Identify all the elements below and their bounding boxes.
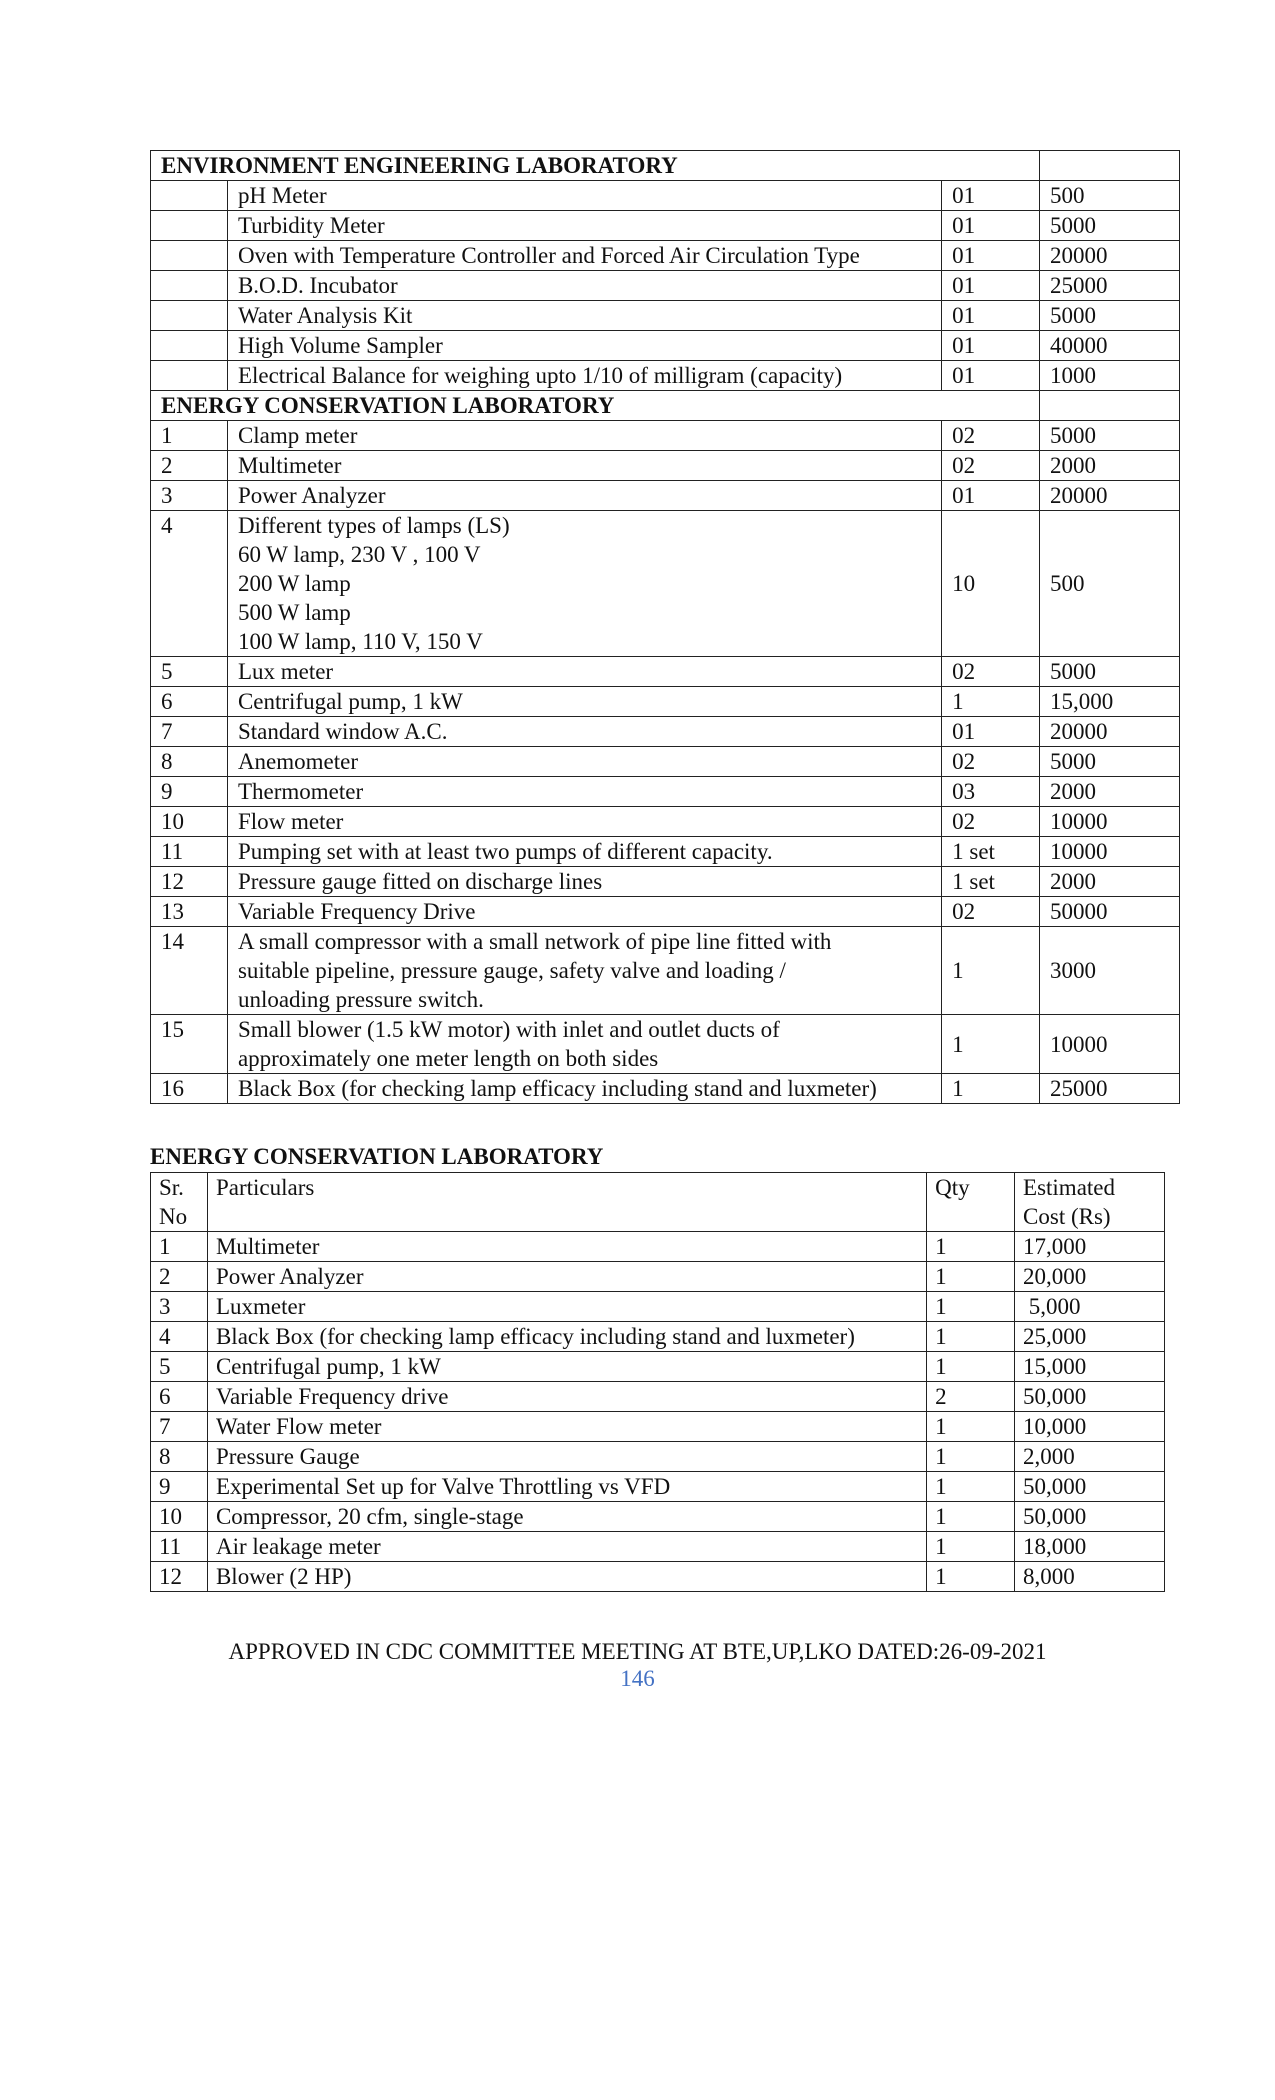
table-row	[151, 837, 1180, 867]
particulars-cell	[227, 717, 941, 747]
qty-cell: 02	[942, 657, 1040, 687]
particulars-cell	[227, 837, 941, 867]
sr-no-cell: 6	[151, 1382, 208, 1412]
cost-cell: 10,000	[1015, 1412, 1165, 1442]
sr-no-cell: 1	[151, 421, 228, 451]
particulars-cell: Power Analyzer	[207, 1262, 926, 1292]
qty-cell: 1	[927, 1472, 1015, 1502]
qty-cell: 02	[942, 807, 1040, 837]
sr-no-cell: 1	[151, 1232, 208, 1262]
table-row	[151, 1015, 1180, 1074]
particulars-cell	[227, 361, 941, 391]
table-row	[151, 181, 1180, 211]
qty-cell: 02	[942, 747, 1040, 777]
section-title: ENERGY CONSERVATION LABORATORY	[151, 391, 1040, 421]
qty-cell: 02	[942, 421, 1040, 451]
cost-cell: 50,000	[1015, 1502, 1165, 1532]
particulars-cell	[227, 181, 941, 211]
particulars-cell	[227, 451, 941, 481]
table-row	[151, 927, 1180, 1015]
sr-no-cell	[151, 271, 228, 301]
cost-cell: 5,000	[1015, 1292, 1165, 1322]
particulars-line: Water Analysis Kit	[237, 303, 413, 328]
table-row	[151, 361, 1180, 391]
section-title: ENERGY CONSERVATION LABORATORY	[150, 1144, 604, 1169]
table-row	[151, 777, 1180, 807]
table-row	[151, 1382, 1165, 1412]
table-row	[151, 1412, 1165, 1442]
particulars-line: Turbidity Meter	[237, 213, 385, 238]
particulars-line: B.O.D. Incubator	[237, 273, 398, 298]
sr-no-cell	[151, 331, 228, 361]
particulars-cell	[227, 867, 941, 897]
cost-cell: 25000	[1040, 271, 1180, 301]
particulars-cell	[227, 897, 941, 927]
qty-cell: 2	[927, 1382, 1015, 1412]
sr-no-cell: 4	[151, 511, 228, 657]
table-row	[151, 867, 1180, 897]
particulars-cell	[227, 511, 941, 657]
cost-cell: 50,000	[1015, 1382, 1165, 1412]
particulars-line: unloading pressure switch.	[237, 987, 484, 1012]
particulars-line: Oven with Temperature Controller and Forced Air Circulation Type	[237, 243, 860, 268]
cost-cell: 5000	[1040, 421, 1180, 451]
particulars-cell: Luxmeter	[207, 1292, 926, 1322]
sr-no-cell	[151, 301, 228, 331]
qty-cell: 02	[942, 897, 1040, 927]
particulars-line: Black Box (for checking lamp efficacy including stand and luxmeter)	[237, 1076, 877, 1101]
sr-no-cell: 3	[151, 481, 228, 511]
cost-cell: 10000	[1040, 807, 1180, 837]
sr-no-cell: 12	[151, 1562, 208, 1592]
particulars-line: pH Meter	[237, 183, 327, 208]
cost-cell: 20,000	[1015, 1262, 1165, 1292]
cost-cell: 2000	[1040, 777, 1180, 807]
particulars-line: Different types of lamps (LS)	[237, 513, 510, 538]
particulars-cell: Black Box (for checking lamp efficacy including stand and luxmeter)	[207, 1322, 926, 1352]
table-row	[151, 301, 1180, 331]
sr-no-cell: 6	[151, 687, 228, 717]
particulars-line: Small blower (1.5 kW motor) with inlet and outlet ducts of	[237, 1017, 780, 1042]
sr-no-cell: 16	[151, 1074, 228, 1104]
sr-no-cell: 5	[151, 1352, 208, 1382]
particulars-line: Power Analyzer	[237, 483, 386, 508]
table-row	[151, 511, 1180, 657]
table-row	[151, 1442, 1165, 1472]
table-header-row	[151, 1173, 1165, 1232]
cost-cell: 50000	[1040, 897, 1180, 927]
qty-cell: 01	[942, 301, 1040, 331]
qty-cell: 1	[927, 1502, 1015, 1532]
particulars-line: 500 W lamp	[237, 600, 351, 625]
table-row	[151, 687, 1180, 717]
particulars-cell	[227, 241, 941, 271]
particulars-line: Standard window A.C.	[237, 719, 448, 744]
table-row	[151, 421, 1180, 451]
table-row	[151, 481, 1180, 511]
particulars-cell	[227, 657, 941, 687]
qty-cell: 1	[927, 1322, 1015, 1352]
equipment-table-2	[150, 1172, 1165, 1592]
table-row	[151, 1502, 1165, 1532]
particulars-line: Flow meter	[237, 809, 344, 834]
particulars-cell	[227, 747, 941, 777]
qty-cell: 01	[942, 481, 1040, 511]
sr-no-cell: 15	[151, 1015, 228, 1074]
table-row	[151, 897, 1180, 927]
cost-cell: 25,000	[1015, 1322, 1165, 1352]
sr-no-cell: 7	[151, 717, 228, 747]
table-row	[151, 211, 1180, 241]
page-number: 146	[620, 1666, 655, 1691]
cost-cell: 1000	[1040, 361, 1180, 391]
qty-cell: 1	[927, 1442, 1015, 1472]
qty-cell: 1	[927, 1352, 1015, 1382]
particulars-line: Clamp meter	[237, 423, 358, 448]
cost-cell: 15,000	[1015, 1352, 1165, 1382]
cost-cell: 5000	[1040, 657, 1180, 687]
qty-cell: 1	[927, 1412, 1015, 1442]
sr-no-cell: 10	[151, 807, 228, 837]
sr-no-cell: 8	[151, 747, 228, 777]
particulars-cell	[227, 421, 941, 451]
table-row	[151, 1232, 1165, 1262]
particulars-cell	[227, 807, 941, 837]
table-row	[151, 1292, 1165, 1322]
cost-cell: 18,000	[1015, 1532, 1165, 1562]
particulars-line: Multimeter	[237, 453, 342, 478]
cost-cell: 10000	[1040, 1015, 1180, 1074]
particulars-line: 100 W lamp, 110 V, 150 V	[237, 629, 483, 654]
particulars-cell: Compressor, 20 cfm, single-stage	[207, 1502, 926, 1532]
sr-no-cell: 13	[151, 897, 228, 927]
sr-no-cell	[151, 181, 228, 211]
particulars-cell: Air leakage meter	[207, 1532, 926, 1562]
table-row	[151, 241, 1180, 271]
section-header-row	[151, 391, 1180, 421]
header-qty: Qty	[927, 1173, 1015, 1232]
table-row	[151, 331, 1180, 361]
particulars-cell	[227, 1074, 941, 1104]
particulars-cell: Centrifugal pump, 1 kW	[207, 1352, 926, 1382]
sr-no-cell: 9	[151, 777, 228, 807]
cost-cell: 3000	[1040, 927, 1180, 1015]
table-row	[151, 1322, 1165, 1352]
particulars-cell	[227, 481, 941, 511]
particulars-cell	[227, 777, 941, 807]
particulars-line: 60 W lamp, 230 V , 100 V	[237, 542, 481, 567]
particulars-line: Variable Frequency Drive	[237, 899, 476, 924]
cost-cell: 40000	[1040, 331, 1180, 361]
qty-cell: 01	[942, 271, 1040, 301]
equipment-table-1	[150, 150, 1180, 1104]
cost-cell: 50,000	[1015, 1472, 1165, 1502]
sr-no-cell: 3	[151, 1292, 208, 1322]
sr-no-cell	[151, 241, 228, 271]
cost-cell: 20000	[1040, 481, 1180, 511]
particulars-line: Electrical Balance for weighing upto 1/10 of milligram (capacity)	[237, 363, 843, 388]
empty-cell	[1040, 151, 1180, 181]
particulars-line: suitable pipeline, pressure gauge, safety valve and loading /	[237, 958, 786, 983]
qty-cell: 01	[942, 331, 1040, 361]
particulars-cell	[227, 687, 941, 717]
sr-no-cell	[151, 211, 228, 241]
table-row	[151, 1074, 1180, 1104]
approval-footer: APPROVED IN CDC COMMITTEE MEETING AT BTE,UP,LKO DATED:26-09-2021	[228, 1639, 1047, 1664]
particulars-cell: Experimental Set up for Valve Throttling vs VFD	[207, 1472, 926, 1502]
cost-cell: 20000	[1040, 717, 1180, 747]
qty-cell: 01	[942, 211, 1040, 241]
cost-cell: 25000	[1040, 1074, 1180, 1104]
qty-cell: 1	[942, 1074, 1040, 1104]
empty-cell	[1040, 391, 1180, 421]
qty-cell: 01	[942, 717, 1040, 747]
cost-cell: 10000	[1040, 837, 1180, 867]
sr-no-cell	[151, 361, 228, 391]
cost-cell: 5000	[1040, 211, 1180, 241]
sr-no-cell: 11	[151, 837, 228, 867]
table-row	[151, 747, 1180, 777]
particulars-line: Lux meter	[237, 659, 334, 684]
sr-no-cell: 4	[151, 1322, 208, 1352]
qty-cell: 02	[942, 451, 1040, 481]
particulars-cell	[227, 927, 941, 1015]
cost-cell: 5000	[1040, 301, 1180, 331]
table-row	[151, 1562, 1165, 1592]
particulars-cell	[227, 1015, 941, 1074]
qty-cell: 1	[927, 1532, 1015, 1562]
sr-no-cell: 14	[151, 927, 228, 1015]
cost-cell: 500	[1040, 181, 1180, 211]
table-row	[151, 1532, 1165, 1562]
qty-cell: 1	[927, 1562, 1015, 1592]
qty-cell: 1	[942, 927, 1040, 1015]
cost-cell: 5000	[1040, 747, 1180, 777]
particulars-cell	[227, 301, 941, 331]
cost-cell: 20000	[1040, 241, 1180, 271]
qty-cell: 01	[942, 181, 1040, 211]
cost-cell: 2000	[1040, 451, 1180, 481]
table-row	[151, 717, 1180, 747]
particulars-line: A small compressor with a small network of pipe line fitted with	[237, 929, 832, 954]
sr-no-cell: 2	[151, 451, 228, 481]
particulars-line: Pressure gauge fitted on discharge lines	[237, 869, 603, 894]
section-title: ENVIRONMENT ENGINEERING LABORATORY	[151, 151, 1040, 181]
qty-cell: 1	[927, 1262, 1015, 1292]
table-row	[151, 1472, 1165, 1502]
qty-cell: 1	[942, 687, 1040, 717]
particulars-line: Anemometer	[237, 749, 359, 774]
qty-cell: 1 set	[942, 867, 1040, 897]
particulars-cell	[227, 211, 941, 241]
particulars-line: Pumping set with at least two pumps of different capacity.	[237, 839, 773, 864]
particulars-cell: Multimeter	[207, 1232, 926, 1262]
table-row	[151, 271, 1180, 301]
qty-cell: 10	[942, 511, 1040, 657]
particulars-line: 200 W lamp	[237, 571, 351, 596]
sr-no-cell: 10	[151, 1502, 208, 1532]
qty-cell: 01	[942, 361, 1040, 391]
qty-cell: 1	[927, 1292, 1015, 1322]
table-row	[151, 451, 1180, 481]
sr-no-cell: 7	[151, 1412, 208, 1442]
header-sr-no: Sr. No	[151, 1173, 208, 1232]
cost-cell: 2000	[1040, 867, 1180, 897]
particulars-cell: Variable Frequency drive	[207, 1382, 926, 1412]
qty-cell: 1 set	[942, 837, 1040, 867]
table-row	[151, 657, 1180, 687]
particulars-line: Centrifugal pump, 1 kW	[237, 689, 463, 714]
particulars-line: approximately one meter length on both sides	[237, 1046, 659, 1071]
cost-cell: 15,000	[1040, 687, 1180, 717]
cost-cell: 2,000	[1015, 1442, 1165, 1472]
qty-cell: 03	[942, 777, 1040, 807]
qty-cell: 1	[927, 1232, 1015, 1262]
table-row	[151, 807, 1180, 837]
particulars-cell	[227, 271, 941, 301]
particulars-cell	[227, 331, 941, 361]
cost-cell: 17,000	[1015, 1232, 1165, 1262]
sr-no-cell: 8	[151, 1442, 208, 1472]
qty-cell: 1	[942, 1015, 1040, 1074]
table-row	[151, 1262, 1165, 1292]
sr-no-cell: 12	[151, 867, 228, 897]
particulars-line: High Volume Sampler	[237, 333, 443, 358]
header-particulars: Particulars	[207, 1173, 926, 1232]
section-header-row	[151, 151, 1180, 181]
sr-no-cell: 9	[151, 1472, 208, 1502]
header-estimated-cost: Estimated Cost (Rs)	[1015, 1173, 1165, 1232]
particulars-cell: Pressure Gauge	[207, 1442, 926, 1472]
sr-no-cell: 11	[151, 1532, 208, 1562]
table-row	[151, 1352, 1165, 1382]
sr-no-cell: 5	[151, 657, 228, 687]
cost-cell: 500	[1040, 511, 1180, 657]
sr-no-cell: 2	[151, 1262, 208, 1292]
cost-cell: 8,000	[1015, 1562, 1165, 1592]
particulars-cell: Blower (2 HP)	[207, 1562, 926, 1592]
particulars-cell: Water Flow meter	[207, 1412, 926, 1442]
particulars-line: Thermometer	[237, 779, 364, 804]
qty-cell: 01	[942, 241, 1040, 271]
